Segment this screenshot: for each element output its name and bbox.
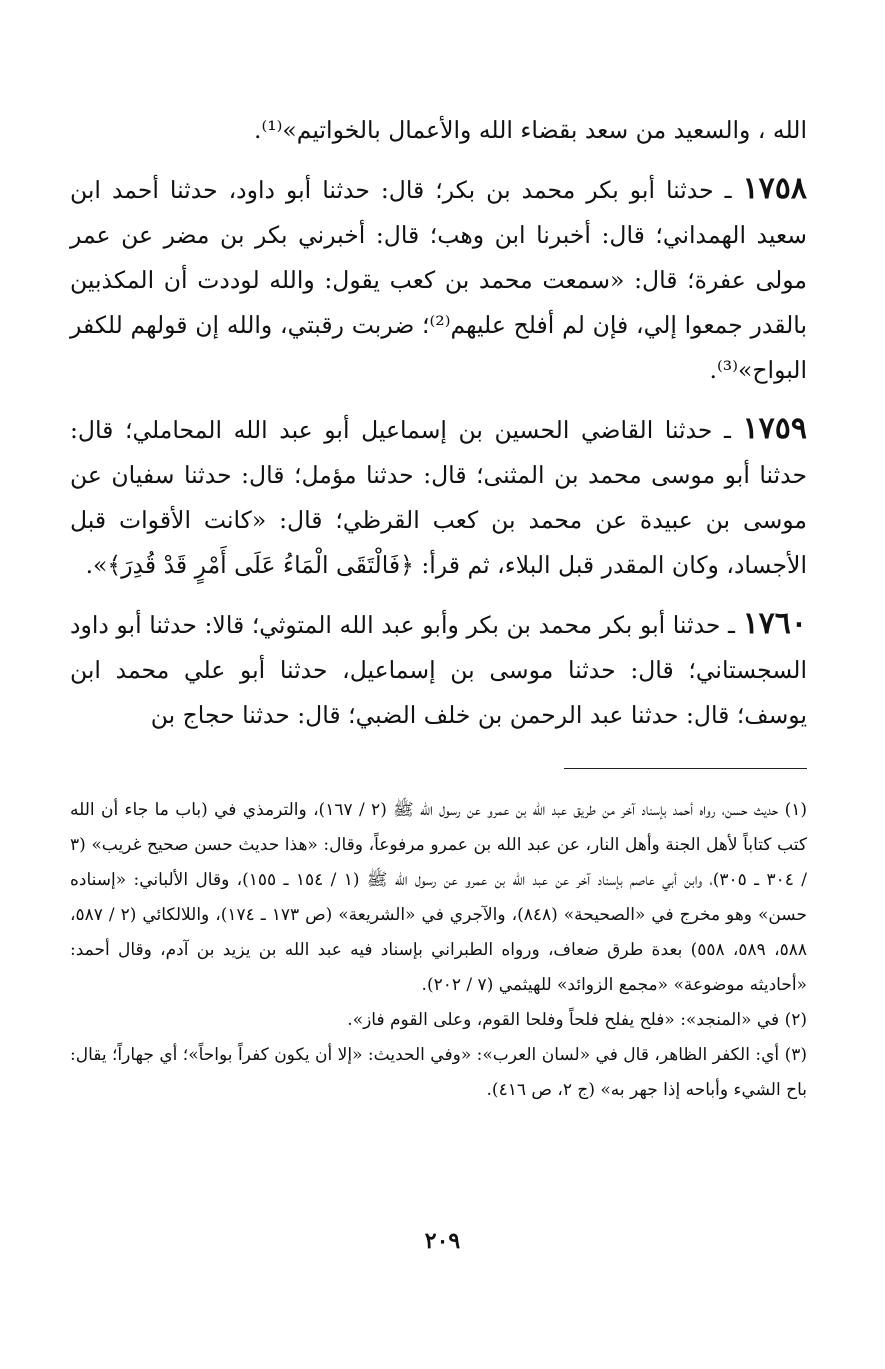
footnote-1: (١) حديث حسن، رواه أحمد بإسناد آخر من طريق عبد الله بن عمرو عن رسول الله ﷺ (٢ / ١٦٧)، والترمذي في (باب ما جاء أن الله كتب كتاباً لأهل الجنة وأهل النار، عن عبد الله بن عمرو مرفوعاً، وقال: «هذا حديث حسن صحيح غريب» (٣ / ٣٠٤ ـ ٣٠٥)، وابن أبي عاصم بإسناد آخر عن عبد الله بن عمرو عن رسول الله ﷺ (١ / ١٥٤ ـ ١٥٥)، وقال الألباني: «إسناده حسن» وهو مخرج في «الصحيحة» (٨٤٨)، والآجري في «الشريعة» (ص ١٧٣ ـ ١٧٤)، واللالكائي (٢ / ٥٨٧، ٥٨٨، ٥٨٩، ٥٥٨) بعدة طرق ضعاف، ورواه الطبراني بإسناد فيه عبد الله بن يزيد بن آدم، وقال أحمد: «أحاديثه موضوعة» «مجمع الزوائد» للهيثمي (٧ / ٢٠٢). [70, 800, 808, 995]
hadith-number: ١٧٦٠ [742, 606, 808, 641]
hadith-number: ١٧٥٩ [742, 411, 807, 446]
hadith-1760 [70, 601, 807, 738]
page-number: ٢٠٩ [424, 1228, 461, 1254]
footnote-2: (٢) في «المنجد»: «فلح يفلح فلحاً وفلحا القوم، وعلى القوم فاز». [347, 1010, 807, 1030]
hadith-1758 [70, 166, 807, 393]
hadith-1759 [70, 406, 807, 588]
footnote-separator-wrap [70, 768, 807, 769]
footnote-3: (٣) أي: الكفر الظاهر، قال في «لسان العرب»: «وفي الحديث: «إلا أن يكون كفراً بواحاً»؛ أي جهاراً؛ يقال: باح الشيء وأباحه إذا جهر به» (ج ٢، ص ٤١٦). [70, 1045, 807, 1100]
hadith-number: ١٧٥٨ [742, 171, 807, 206]
main-text [70, 108, 807, 738]
footnote-separator [564, 768, 807, 769]
continuation-text: الله ، والسعيد من سعد بقضاء الله والأعمال بالخواتيم»⁽¹⁾. [253, 116, 807, 144]
hadith-text: ـ حدثنا أبو بكر محمد بن بكر وأبو عبد الله المتوثي؛ قالا: حدثنا أبو داود السجستاني؛ قال: حدثنا موسى بن إسماعيل، حدثنا أبو علي محمد ابن يوسف؛ قال: حدثنا عبد الرحمن بن خلف الضبي؛ قال: حدثنا حجاج بن [70, 611, 807, 729]
hadith-text: ـ حدثنا القاضي الحسين بن إسماعيل أبو عبد الله المحاملي؛ قال: حدثنا أبو موسى محمد بن المثنى؛ قال: حدثنا مؤمل؛ قال: حدثنا سفيان عن موسى بن عبيدة عن محمد بن كعب القرظي؛ قال: «كانت الأقوات قبل الأجساد، وكان المقدر قبل البلاء، ثم قرأ: ﴿فَالْتَقَى الْمَاءُ عَلَى أَمْرٍ قَدْ قُدِرَ﴾». [70, 416, 807, 579]
footnotes [70, 793, 807, 1108]
hadith-text: ـ حدثنا أبو بكر محمد بن بكر؛ قال: حدثنا أبو داود، حدثنا أحمد ابن سعيد الهمداني؛ قال: أخبرنا ابن وهب؛ قال: أخبرني بكر بن مضر عن عمر مولى عفرة؛ قال: «سمعت محمد بن كعب يقول: والله لوددت أن المكذبين بالقدر جمعوا إلي، فإن لم أفلح عليهم⁽²⁾؛ ضربت رقبتي، والله إن قولهم للكفر البواح»⁽³⁾. [70, 176, 807, 384]
